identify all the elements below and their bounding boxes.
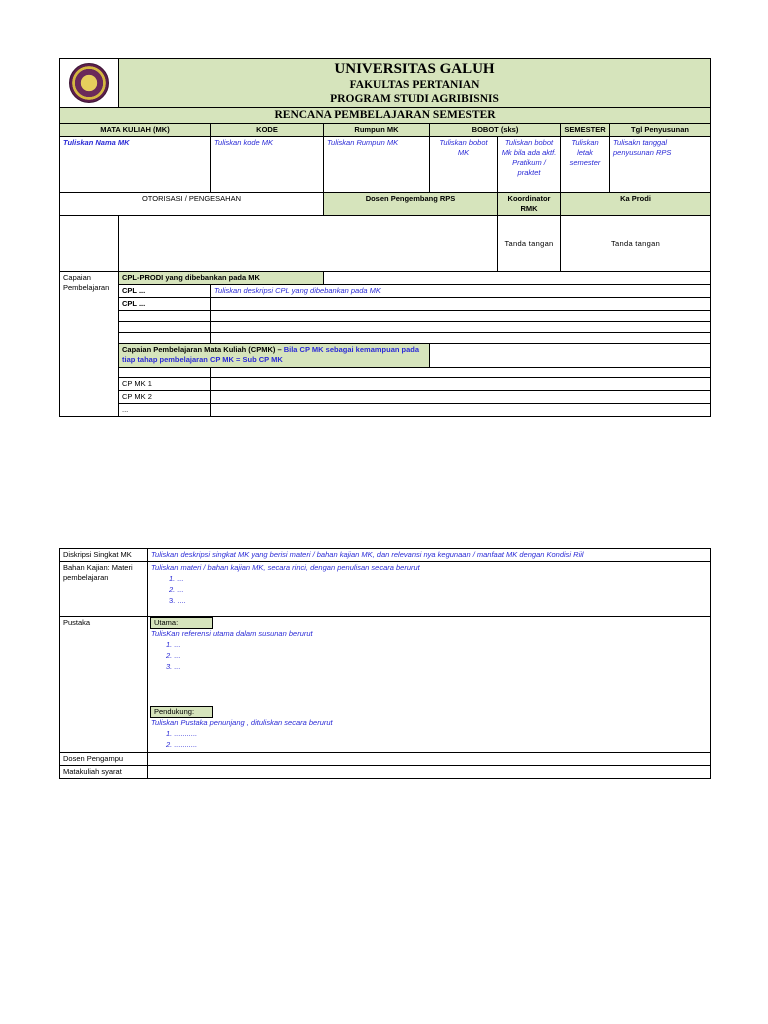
pendukung-list xyxy=(148,728,710,750)
col-mk: MATA KULIAH (MK) xyxy=(60,124,211,137)
semester-field[interactable]: Tuliskan letak semester xyxy=(561,137,610,193)
cpmk-header xyxy=(119,344,430,368)
cpmk-spacer xyxy=(119,368,211,378)
list-item: 2. ... xyxy=(166,651,181,660)
otorisasi-label: OTORISASI / PENGESAHAN xyxy=(60,193,324,216)
cpl-row xyxy=(119,333,211,344)
list-item: 1. ... xyxy=(166,640,181,649)
cpl-row-desc[interactable] xyxy=(211,333,711,344)
col-rumpun: Rumpun MK xyxy=(324,124,430,137)
rps-header-table xyxy=(59,58,711,417)
deskripsi-field[interactable]: Tuliskan deskripsi singkat MK yang berisi materi / bahan kajian MK, dan relevansi nya kegunaan / manfaat MK dengan Kondisi Riil xyxy=(148,549,711,562)
cpmk-2-label: CP MK 2 xyxy=(119,391,211,404)
bahan-kajian-label: Bahan Kajian: Materi pembelajaran xyxy=(60,562,148,617)
university-name: UNIVERSITAS GALUH xyxy=(334,61,495,77)
utama-tag: Utama: xyxy=(150,617,213,629)
cpmk-header-b: Bila CP MK sebagai kemampuan pada tiap tahap pembelajaran CP MK = Sub CP MK xyxy=(122,345,420,364)
cpmk-2-desc[interactable] xyxy=(211,391,711,404)
utama-list xyxy=(148,639,710,672)
koordinator-label: Koordinator RMK xyxy=(498,193,561,216)
cpmk-1-label: CP MK 1 xyxy=(119,378,211,391)
program-name: PROGRAM STUDI AGRIBISNIS xyxy=(330,93,499,105)
bobot-praktikum-field[interactable]: Tuliskan bobot Mk bila ada aktf. Pratikum / praktet xyxy=(498,137,561,193)
mk-name-field[interactable]: Tuliskan Nama MK xyxy=(60,137,211,193)
kaprodi-signature[interactable]: Tanda tangan xyxy=(561,216,711,272)
bahan-intro: Tuliskan materi / bahan kajian MK, secara rinci, dengan penulisan secara berurut xyxy=(151,563,420,572)
list-item: 2. ... xyxy=(169,585,184,594)
rps-detail-table xyxy=(59,548,711,779)
dosen-pengampu-label: Dosen Pengampu xyxy=(60,753,148,766)
col-tgl: Tgl Penyusunan xyxy=(610,124,711,137)
otorisasi-blank xyxy=(60,216,119,272)
cpl-1-desc[interactable]: Tuliskan deskripsi CPL yang dibebankan pada MK xyxy=(211,285,711,298)
cpl-row-desc[interactable] xyxy=(211,322,711,333)
cpmk-3-label: ... xyxy=(119,404,211,417)
cpl-row xyxy=(119,322,211,333)
capaian-label: Capaian Pembelajaran xyxy=(60,272,119,417)
dosen-pengembang-label: Dosen Pengembang RPS xyxy=(324,193,498,216)
matakuliah-syarat-field[interactable] xyxy=(148,766,711,779)
rumpun-field[interactable]: Tuliskan Rumpun MK xyxy=(324,137,430,193)
kaprodi-label: Ka Prodi xyxy=(561,193,711,216)
document-title: RENCANA PEMBELAJARAN SEMESTER xyxy=(60,108,711,124)
list-item: 1. ... xyxy=(169,574,184,583)
cpl-header-blank xyxy=(324,272,711,285)
pustaka-field[interactable] xyxy=(148,617,711,753)
cpl-2-label: CPL ... xyxy=(119,298,211,311)
kode-field[interactable]: Tuliskan kode MK xyxy=(211,137,324,193)
bobot-field[interactable]: Tuliskan bobot MK xyxy=(430,137,498,193)
cpl-row-desc[interactable] xyxy=(211,311,711,322)
utama-intro: TulisKan referensi utama dalam susunan berurut xyxy=(151,629,313,638)
col-semester: SEMESTER xyxy=(561,124,610,137)
pendukung-tag: Pendukung: xyxy=(150,706,213,718)
pustaka-label: Pustaka xyxy=(60,617,148,753)
cpl-2-desc[interactable] xyxy=(211,298,711,311)
col-kode: KODE xyxy=(211,124,324,137)
bahan-kajian-field[interactable] xyxy=(148,562,711,617)
university-header xyxy=(119,59,711,108)
bahan-list xyxy=(151,573,707,606)
pendukung-intro: Tuliskan Pustaka penunjang , dituliskan secara berurut xyxy=(151,718,333,727)
dosen-pengampu-field[interactable] xyxy=(148,753,711,766)
cpmk-header-a: Capaian Pembelajaran Mata Kuliah (CPMK) – xyxy=(122,345,284,354)
cpl-header: CPL-PRODI yang dibebankan pada MK xyxy=(119,272,324,285)
matakuliah-syarat-label: Matakuliah syarat xyxy=(60,766,148,779)
col-bobot: BOBOT (sks) xyxy=(430,124,561,137)
deskripsi-label: Diskripsi Singkat MK xyxy=(60,549,148,562)
logo-cell xyxy=(60,59,119,108)
koordinator-signature[interactable]: Tanda tangan xyxy=(498,216,561,272)
cpmk-header-blank xyxy=(430,344,711,368)
cpmk-3-desc[interactable] xyxy=(211,404,711,417)
list-item: 1. ........... xyxy=(166,729,198,738)
dosen-signature-box[interactable] xyxy=(119,216,498,272)
tgl-field[interactable]: Tulisakn tanggal penyusunan RPS xyxy=(610,137,711,193)
university-logo xyxy=(69,63,109,103)
list-item: 2. ........... xyxy=(166,740,198,749)
cpl-1-label: CPL ... xyxy=(119,285,211,298)
list-item: 3. ... xyxy=(166,662,181,671)
cpmk-spacer-desc xyxy=(211,368,711,378)
cpmk-1-desc[interactable] xyxy=(211,378,711,391)
faculty-name: FAKULTAS PERTANIAN xyxy=(349,79,480,91)
list-item: 3. .... xyxy=(169,596,186,605)
cpl-row xyxy=(119,311,211,322)
